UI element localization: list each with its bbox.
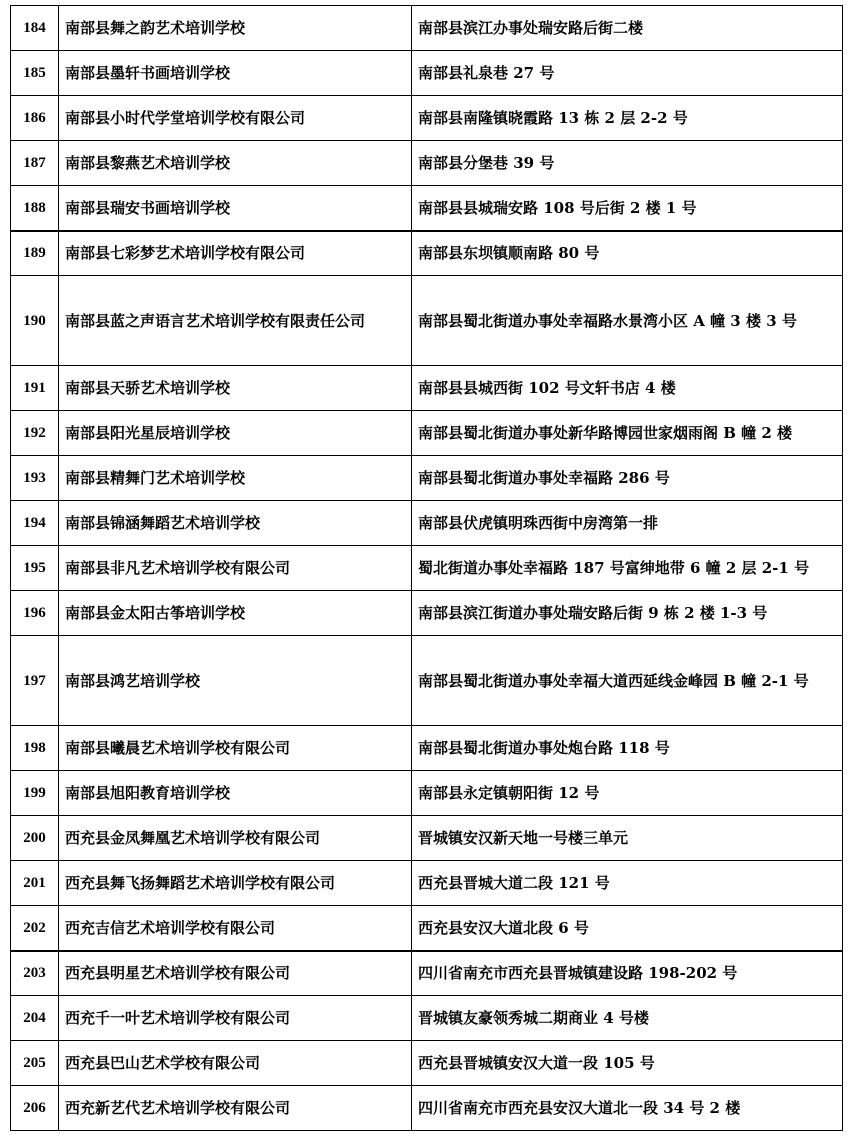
school-name: 南部县舞之韵艺术培训学校 xyxy=(59,6,412,51)
school-address: 南部县滨江办事处瑞安路后街二楼 xyxy=(412,6,843,51)
school-name: 西充千一叶艺术培训学校有限公司 xyxy=(59,996,412,1041)
school-name: 南部县鸿艺培训学校 xyxy=(59,636,412,726)
row-number: 186 xyxy=(11,96,59,141)
table-row xyxy=(11,1086,843,1131)
table-row xyxy=(11,726,843,771)
school-name: 西充吉信艺术培训学校有限公司 xyxy=(59,906,412,951)
school-name: 南部县阳光星辰培训学校 xyxy=(59,411,412,456)
table-row xyxy=(11,231,843,276)
school-address: 南部县分堡巷 39 号 xyxy=(412,141,843,186)
row-number: 195 xyxy=(11,546,59,591)
table-row xyxy=(11,411,843,456)
row-number: 202 xyxy=(11,906,59,951)
school-name: 南部县黎燕艺术培训学校 xyxy=(59,141,412,186)
school-address: 晋城镇友豪领秀城二期商业 4 号楼 xyxy=(412,996,843,1041)
table-row xyxy=(11,771,843,816)
school-name: 南部县锦涵舞蹈艺术培训学校 xyxy=(59,501,412,546)
school-address: 西充县晋城大道二段 121 号 xyxy=(412,861,843,906)
row-number: 197 xyxy=(11,636,59,726)
school-address: 南部县永定镇朝阳街 12 号 xyxy=(412,771,843,816)
table-row xyxy=(11,456,843,501)
table-row xyxy=(11,951,843,996)
row-number: 205 xyxy=(11,1041,59,1086)
school-address: 南部县县城瑞安路 108 号后街 2 楼 1 号 xyxy=(412,186,843,231)
row-number: 191 xyxy=(11,366,59,411)
school-name: 南部县曦晨艺术培训学校有限公司 xyxy=(59,726,412,771)
row-number: 204 xyxy=(11,996,59,1041)
school-name: 南部县蓝之声语言艺术培训学校有限责任公司 xyxy=(59,276,412,366)
school-address: 南部县县城西街 102 号文轩书店 4 楼 xyxy=(412,366,843,411)
school-address: 四川省南充市西充县晋城镇建设路 198-202 号 xyxy=(412,951,843,996)
school-address: 西充县安汉大道北段 6 号 xyxy=(412,906,843,951)
table-row xyxy=(11,636,843,726)
school-name: 南部县天骄艺术培训学校 xyxy=(59,366,412,411)
row-number: 201 xyxy=(11,861,59,906)
school-address: 南部县蜀北街道办事处新华路博园世家烟雨阁 B 幢 2 楼 xyxy=(412,411,843,456)
row-number: 189 xyxy=(11,231,59,276)
table-row xyxy=(11,186,843,231)
school-name: 南部县金太阳古筝培训学校 xyxy=(59,591,412,636)
row-number: 196 xyxy=(11,591,59,636)
row-number: 198 xyxy=(11,726,59,771)
school-name: 西充新艺代艺术培训学校有限公司 xyxy=(59,1086,412,1131)
school-address: 西充县晋城镇安汉大道一段 105 号 xyxy=(412,1041,843,1086)
school-address: 南部县南隆镇晓霞路 13 栋 2 层 2-2 号 xyxy=(412,96,843,141)
row-number: 199 xyxy=(11,771,59,816)
table-row xyxy=(11,816,843,861)
table-row xyxy=(11,591,843,636)
school-address: 南部县礼泉巷 27 号 xyxy=(412,51,843,96)
row-number: 188 xyxy=(11,186,59,231)
table-row xyxy=(11,96,843,141)
school-name: 西充县金凤舞凰艺术培训学校有限公司 xyxy=(59,816,412,861)
school-name: 南部县旭阳教育培训学校 xyxy=(59,771,412,816)
school-name: 西充县巴山艺术学校有限公司 xyxy=(59,1041,412,1086)
school-registry-table xyxy=(10,5,843,1131)
table-row xyxy=(11,1041,843,1086)
row-number: 206 xyxy=(11,1086,59,1131)
table-row xyxy=(11,51,843,96)
school-name: 南部县七彩梦艺术培训学校有限公司 xyxy=(59,231,412,276)
school-name: 南部县小时代学堂培训学校有限公司 xyxy=(59,96,412,141)
row-number: 184 xyxy=(11,6,59,51)
row-number: 187 xyxy=(11,141,59,186)
row-number: 200 xyxy=(11,816,59,861)
school-address: 南部县伏虎镇明珠西街中房湾第一排 xyxy=(412,501,843,546)
table-row xyxy=(11,276,843,366)
school-address: 南部县蜀北街道办事处幸福路水景湾小区 A 幢 3 楼 3 号 xyxy=(412,276,843,366)
school-name: 西充县明星艺术培训学校有限公司 xyxy=(59,951,412,996)
school-address: 南部县蜀北街道办事处炮台路 118 号 xyxy=(412,726,843,771)
table-row xyxy=(11,501,843,546)
row-number: 190 xyxy=(11,276,59,366)
school-name: 南部县精舞门艺术培训学校 xyxy=(59,456,412,501)
school-address: 南部县滨江街道办事处瑞安路后街 9 栋 2 楼 1-3 号 xyxy=(412,591,843,636)
school-name: 南部县瑞安书画培训学校 xyxy=(59,186,412,231)
school-address: 南部县蜀北街道办事处幸福路 286 号 xyxy=(412,456,843,501)
table-row xyxy=(11,996,843,1041)
row-number: 203 xyxy=(11,951,59,996)
school-name: 南部县墨轩书画培训学校 xyxy=(59,51,412,96)
school-address: 南部县蜀北街道办事处幸福大道西延线金峰园 B 幢 2-1 号 xyxy=(412,636,843,726)
school-name: 南部县非凡艺术培训学校有限公司 xyxy=(59,546,412,591)
table-row xyxy=(11,141,843,186)
row-number: 193 xyxy=(11,456,59,501)
table-row xyxy=(11,906,843,951)
table-row xyxy=(11,6,843,51)
table-row xyxy=(11,861,843,906)
school-address: 四川省南充市西充县安汉大道北一段 34 号 2 楼 xyxy=(412,1086,843,1131)
row-number: 194 xyxy=(11,501,59,546)
table-row xyxy=(11,546,843,591)
school-address: 蜀北街道办事处幸福路 187 号富绅地带 6 幢 2 层 2-1 号 xyxy=(412,546,843,591)
school-address: 南部县东坝镇顺南路 80 号 xyxy=(412,231,843,276)
school-address: 晋城镇安汉新天地一号楼三单元 xyxy=(412,816,843,861)
row-number: 192 xyxy=(11,411,59,456)
table-row xyxy=(11,366,843,411)
school-name: 西充县舞飞扬舞蹈艺术培训学校有限公司 xyxy=(59,861,412,906)
row-number: 185 xyxy=(11,51,59,96)
